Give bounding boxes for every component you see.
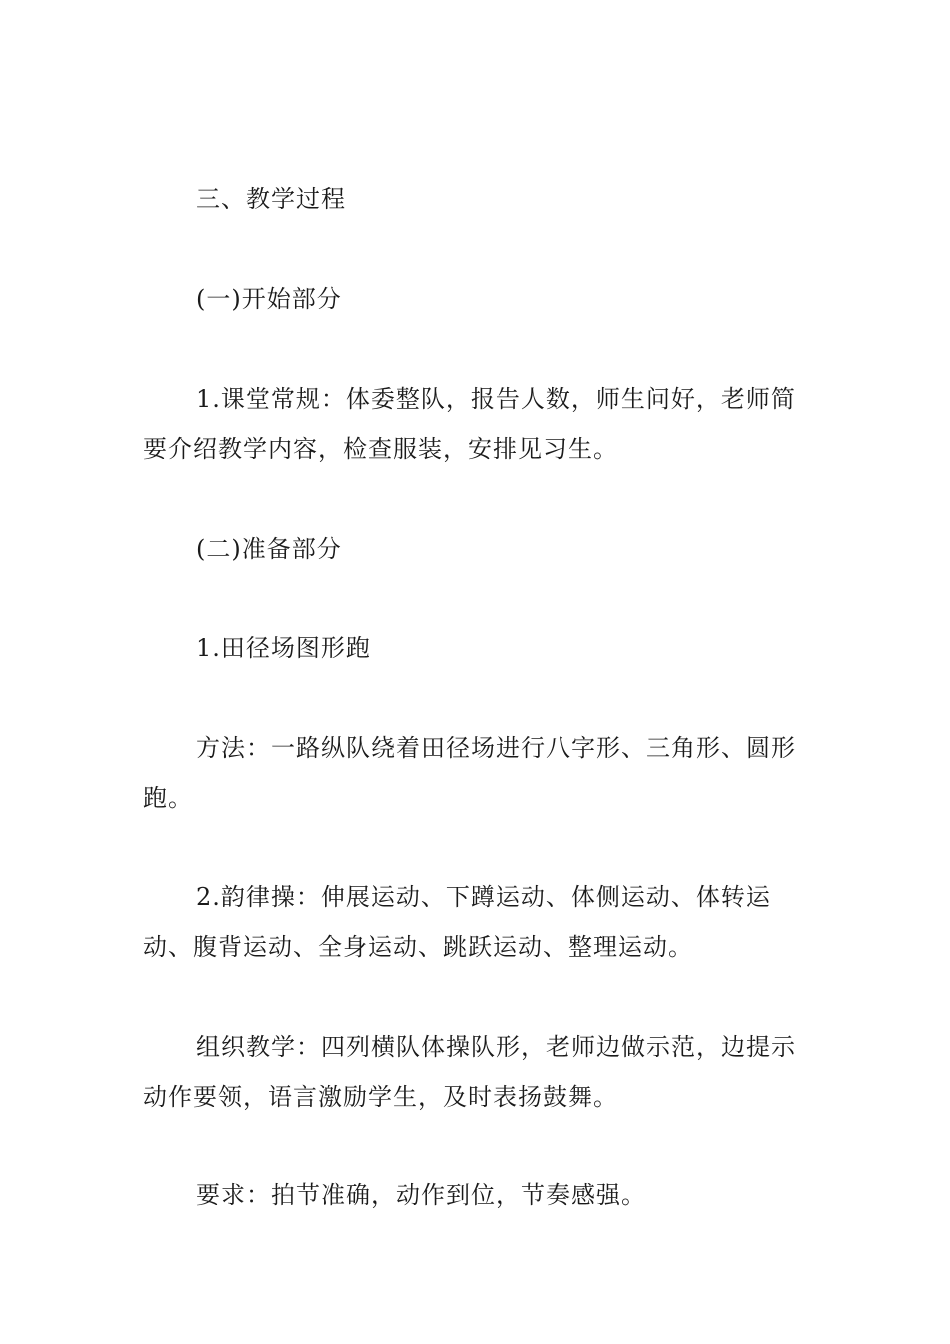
- paragraph-class-routine: 1.课堂常规：体委整队，报告人数，师生问好，老师简要介绍教学内容，检查服装，安排见习生。: [143, 385, 796, 463]
- paragraph-track-run: 1.田径场图形跑: [196, 634, 371, 662]
- section-heading: 三、教学过程: [196, 185, 346, 213]
- subsection-heading-start: (一)开始部分: [196, 285, 342, 313]
- subsection-heading-prep: (二)准备部分: [196, 535, 342, 563]
- paragraph-method: 方法：一路纵队绕着田径场进行八字形、三角形、圆形跑。: [143, 734, 796, 812]
- paragraph-rhythm-exercise: 2.韵律操：伸展运动、下蹲运动、体侧运动、体转运动、腹背运动、全身运动、跳跃运动、整理运动。: [143, 883, 771, 961]
- paragraph-organization: 组织教学：四列横队体操队形，老师边做示范，边提示动作要领，语言激励学生，及时表扬鼓舞。: [143, 1033, 796, 1111]
- paragraph-requirements: 要求：拍节准确，动作到位，节奏感强。: [196, 1181, 646, 1209]
